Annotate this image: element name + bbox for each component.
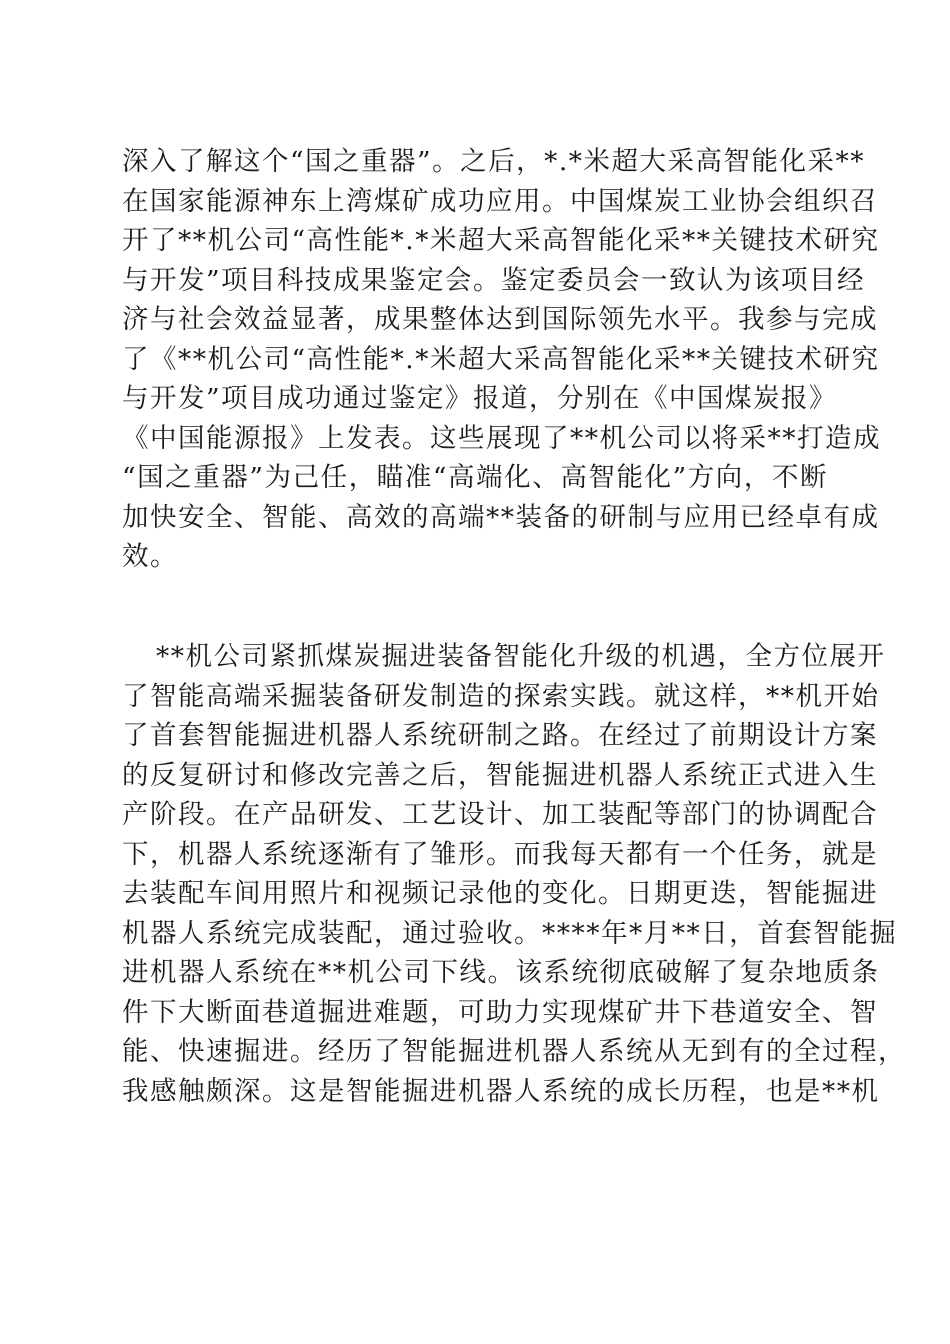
text-line: 的反复研讨和修改完善之后，智能掘进机器人系统正式进入生 xyxy=(122,759,878,791)
text-line: 了《**机公司“高性能*.*米超大采高智能化采**关键技术研究 xyxy=(122,343,880,375)
text-line: 去装配车间用照片和视频记录他的变化。日期更迭，智能掘进 xyxy=(122,878,878,909)
text-line: 了智能高端采掘装备研发制造的探索实践。就这样，**机开始 xyxy=(122,680,880,712)
text-line: 深入了解这个“国之重器”。之后，*.*米超大采高智能化采** xyxy=(122,146,866,177)
text-line: 产阶段。在产品研发、工艺设计、加工装配等部门的协调配合 xyxy=(122,799,878,830)
text-line: 效。 xyxy=(122,541,178,572)
text-line: 与开发”项目科技成果鉴定会。鉴定委员会一致认为该项目经 xyxy=(122,264,866,296)
text-line: 与开发”项目成功通过鉴定》报道，分别在《中国煤炭报》 xyxy=(122,383,838,414)
text-line: 济与社会效益显著，成果整体达到国际领先水平。我参与完成 xyxy=(122,304,878,335)
text-line: 了首套智能掘进机器人系统研制之路。在经过了前期设计方案 xyxy=(122,720,878,751)
text-line: 在国家能源神东上湾煤矿成功应用。中国煤炭工业协会组织召 xyxy=(122,185,878,217)
text-line: 开了**机公司“高性能*.*米超大采高智能化采**关键技术研究 xyxy=(122,225,880,256)
text-line: 进机器人系统在**机公司下线。该系统彻底破解了复杂地质条 xyxy=(122,957,880,988)
text-line: 我感触颇深。这是智能掘进机器人系统的成长历程，也是**机 xyxy=(122,1075,880,1107)
text-line: “国之重器”为己任，瞄准“高端化、高智能化”方向，不断 xyxy=(122,462,828,493)
text-line: 《中国能源报》上发表。这些展现了**机公司以将采**打造成 xyxy=(122,422,881,454)
text-line: 加快安全、智能、高效的高端**装备的研制与应用已经卓有成 xyxy=(122,501,880,533)
text-line: 件下大断面巷道掘进难题，可助力实现煤矿井下巷道安全、智 xyxy=(122,996,878,1028)
paragraph-2 xyxy=(122,637,906,1111)
paragraph-1 xyxy=(122,142,881,577)
text-line: 下，机器人系统逐渐有了雏形。而我每天都有一个任务，就是 xyxy=(122,838,878,870)
text-line: **机公司紧抓煤炭掘进装备智能化升级的机遇，全方位展开 xyxy=(156,641,886,672)
text-line: 机器人系统完成装配，通过验收。****年*月**日，首套智能掘 xyxy=(122,917,898,949)
text-line: 能、快速掘进。经历了智能掘进机器人系统从无到有的全过程， xyxy=(122,1036,906,1067)
